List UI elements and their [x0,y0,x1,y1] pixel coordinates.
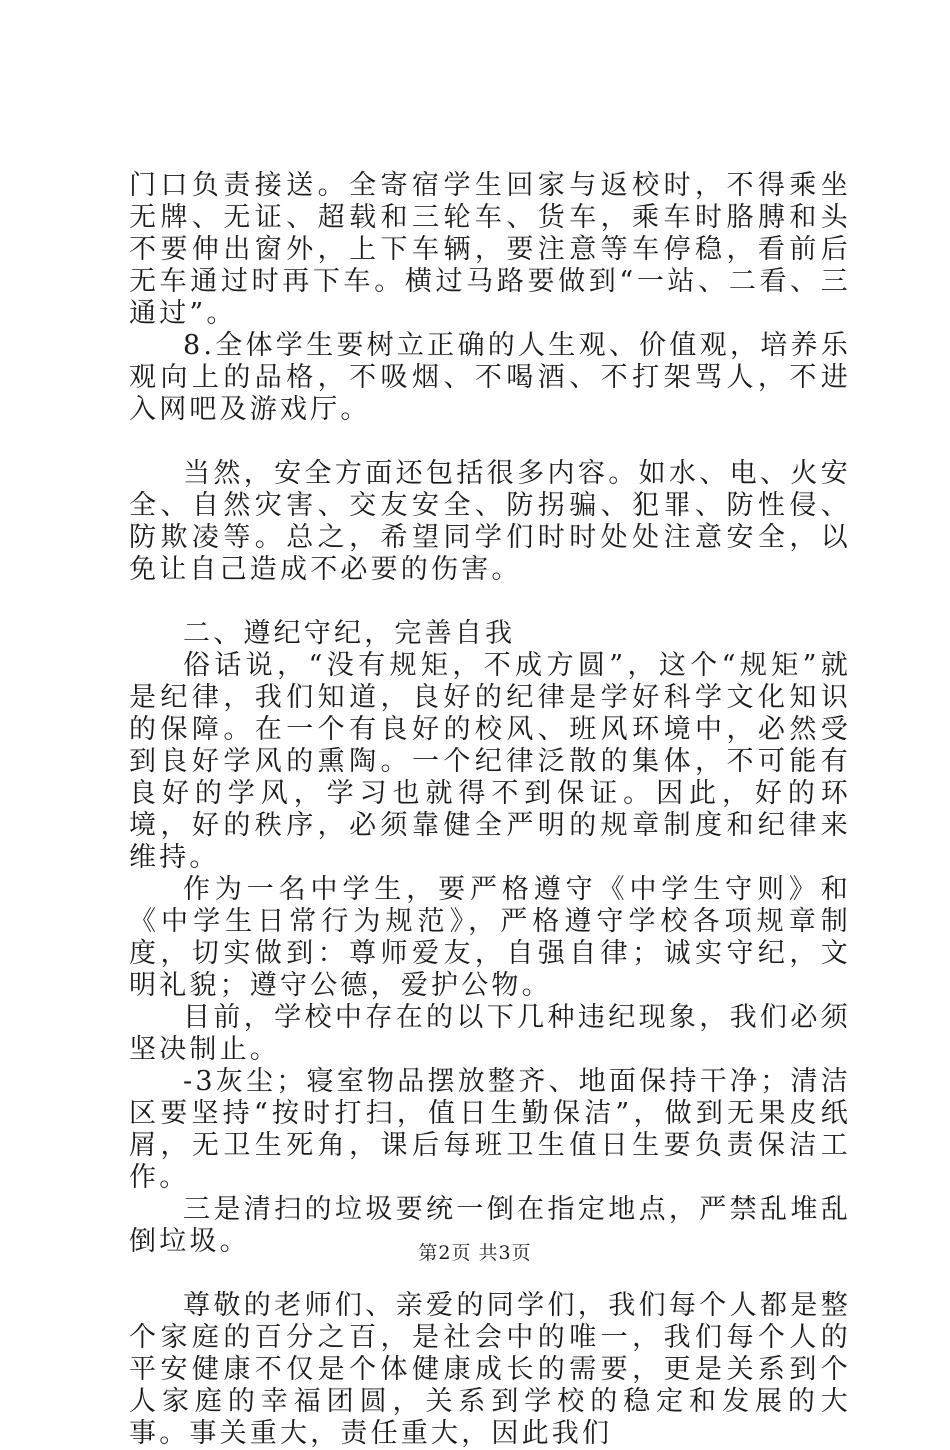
paragraph-cleaning: -3灰尘；寝室物品摆放整齐、地面保持干净；清洁区要坚持“按时打扫，值日生勤保洁”，做到无果皮纸屑，无卫生死角，课后每班卫生值日生要负责保洁工作。 [129,1066,851,1193]
paragraph-safety-summary: 当然，安全方面还包括很多内容。如水、电、火安全、自然灾害、交友安全、防拐骗、犯罪、防性侵、防欺凌等。总之，希望同学们时时处处注意安全，以免让自己造成不必要的伤害。 [129,458,851,585]
paragraph-item-8: 8.全体学生要树立正确的人生观、价值观，培养乐观向上的品格，不吸烟、不喝酒、不打架骂人，不进入网吧及游戏厅。 [129,330,851,425]
paragraph-transport-safety: 门口负责接送。全寄宿学生回家与返校时，不得乘坐无牌、无证、超载和三轮车、货车，乘车时胳膊和头不要伸出窗外，上下车辆，要注意等车停稳，看前后无车通过时再下车。横过马路要做到“一站、二看、三通过”。 [129,170,851,329]
page-number-footer: 第2页 共3页 [418,1242,532,1264]
paragraph-discipline-proverb: 俗话说，“没有规矩，不成方圆”，这个“规矩”就是纪律，我们知道，良好的纪律是学好科学文化知识的保障。在一个有良好的校风、班风环境中，必然受到良好学风的熏陶。一个纪律泛散的集体，不可能有良好的学风，学习也就得不到保证。因此，好的环境，好的秩序，必须靠健全严明的规章制度和纪律来维持。 [129,650,851,873]
paragraph-violations: 目前，学校中存在的以下几种违纪现象，我们必须坚决制止。 [129,1002,851,1065]
paragraph-closing: 尊敬的老师们、亲爱的同学们，我们每个人都是整个家庭的百分之百，是社会中的唯一，我们每个人的平安健康不仅是个体健康成长的需要，更是关系到个人家庭的幸福团圆，关系到学校的稳定和发展的大事。事关重大，责任重大，因此我们 [129,1290,851,1449]
paragraph-garbage: 三是清扫的垃圾要统一倒在指定地点，严禁乱堆乱倒垃圾。 [129,1194,851,1257]
paragraph-student-rules: 作为一名中学生，要严格遵守《中学生守则》和《中学生日常行为规范》，严格遵守学校各项规章制度，切实做到：尊师爱友，自强自律；诚实守纪，文明礼貌；遵守公德，爱护公物。 [129,874,851,1001]
section-heading-discipline: 二、遵纪守纪，完善自我 [183,618,516,649]
